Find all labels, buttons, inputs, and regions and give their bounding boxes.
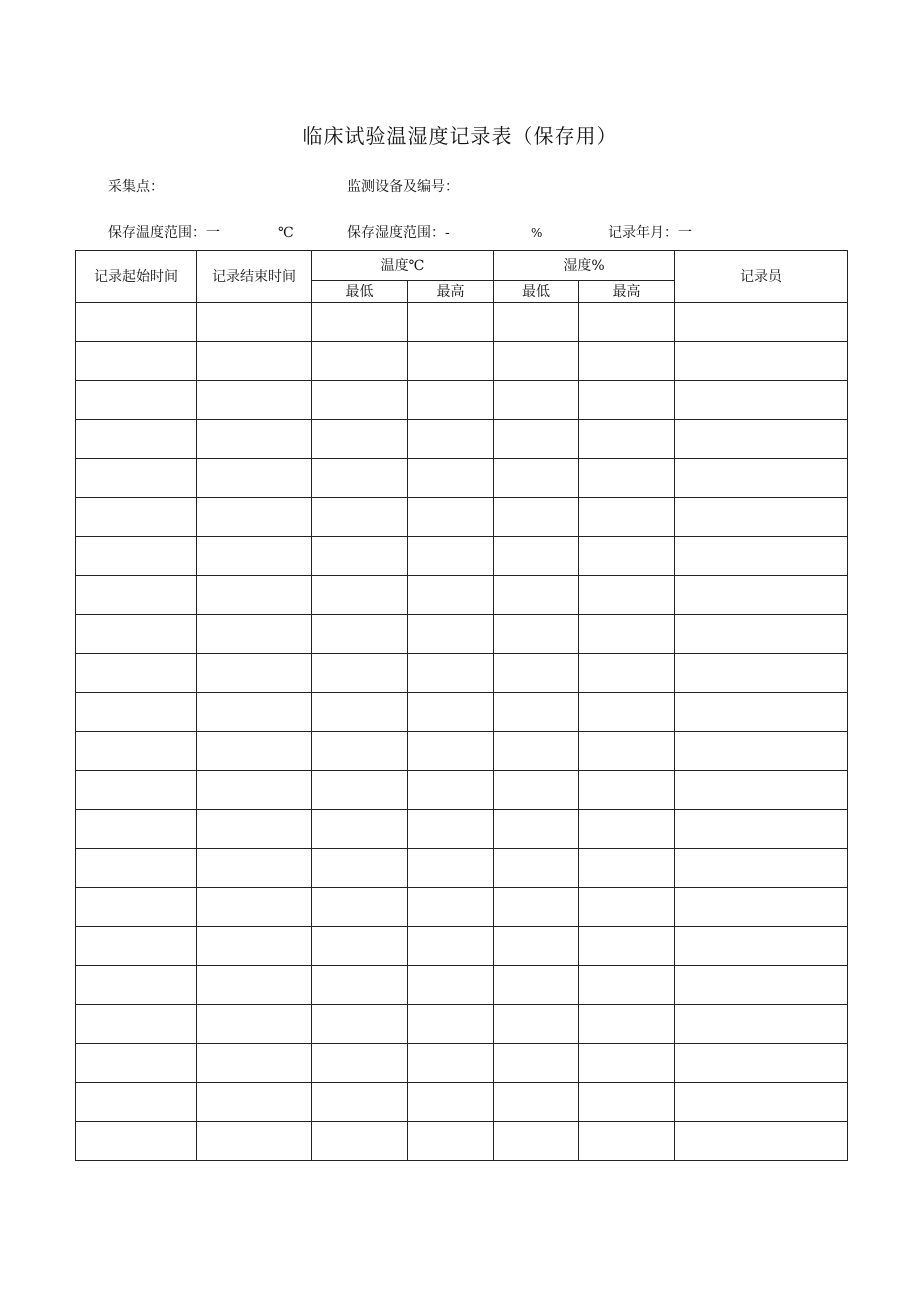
- temperature-min-cell[interactable]: [312, 537, 408, 576]
- temperature-max-cell[interactable]: [408, 615, 494, 654]
- recorder-cell[interactable]: [675, 1005, 848, 1044]
- humidity-min-cell[interactable]: [494, 966, 579, 1005]
- table-row: [76, 693, 848, 732]
- temperature-min-cell[interactable]: [312, 576, 408, 615]
- temperature-max-cell[interactable]: [408, 732, 494, 771]
- temperature-min-cell[interactable]: [312, 303, 408, 342]
- temperature-max-cell[interactable]: [408, 420, 494, 459]
- humidity-min-cell[interactable]: [494, 537, 579, 576]
- humidity-max-cell[interactable]: [579, 654, 675, 693]
- temperature-min-cell[interactable]: [312, 459, 408, 498]
- table-row: [76, 1122, 848, 1161]
- table-row: [76, 459, 848, 498]
- start-time-cell[interactable]: [76, 1005, 197, 1044]
- start-time-cell[interactable]: [76, 966, 197, 1005]
- start-time-cell[interactable]: [76, 654, 197, 693]
- recorder-cell[interactable]: [675, 654, 848, 693]
- temperature-min-cell[interactable]: [312, 849, 408, 888]
- humidity-max-cell[interactable]: [579, 693, 675, 732]
- temperature-max-cell[interactable]: [408, 576, 494, 615]
- temperature-min-cell[interactable]: [312, 420, 408, 459]
- start-time-cell[interactable]: [76, 459, 197, 498]
- header-end-time: 记录结束时间: [197, 251, 312, 303]
- table-row: [76, 771, 848, 810]
- humidity-max-cell[interactable]: [579, 498, 675, 537]
- temperature-min-cell[interactable]: [312, 1005, 408, 1044]
- start-time-cell[interactable]: [76, 810, 197, 849]
- start-time-cell[interactable]: [76, 615, 197, 654]
- table-row: [76, 420, 848, 459]
- recorder-cell[interactable]: [675, 1044, 848, 1083]
- table-header-row: [76, 251, 848, 281]
- table-row: [76, 849, 848, 888]
- table-row: [76, 381, 848, 420]
- humidity-max-cell[interactable]: [579, 810, 675, 849]
- humidity-max-cell[interactable]: [579, 459, 675, 498]
- recorder-cell[interactable]: [675, 576, 848, 615]
- table-row: [76, 1044, 848, 1083]
- humidity-min-cell[interactable]: [494, 498, 579, 537]
- table-row: [76, 615, 848, 654]
- end-time-cell[interactable]: [197, 927, 312, 966]
- temperature-max-cell[interactable]: [408, 966, 494, 1005]
- recorder-cell[interactable]: [675, 732, 848, 771]
- humidity-max-cell[interactable]: [579, 342, 675, 381]
- humidity-max-cell[interactable]: [579, 1005, 675, 1044]
- temperature-min-cell[interactable]: [312, 381, 408, 420]
- start-time-cell[interactable]: [76, 1044, 197, 1083]
- table-row: [76, 342, 848, 381]
- end-time-cell[interactable]: [197, 1044, 312, 1083]
- humidity-min-cell[interactable]: [494, 1122, 579, 1161]
- temperature-humidity-log-table: [75, 250, 848, 1161]
- temperature-min-cell[interactable]: [312, 654, 408, 693]
- table-row: [76, 810, 848, 849]
- table-row: [76, 888, 848, 927]
- start-time-cell[interactable]: [76, 693, 197, 732]
- temperature-max-cell[interactable]: [408, 771, 494, 810]
- recorder-cell[interactable]: [675, 966, 848, 1005]
- end-time-cell[interactable]: [197, 342, 312, 381]
- temperature-range-label: 保存温度范围：一: [108, 225, 220, 241]
- start-time-cell[interactable]: [76, 1083, 197, 1122]
- humidity-min-cell[interactable]: [494, 693, 579, 732]
- start-time-cell[interactable]: [76, 342, 197, 381]
- recorder-cell[interactable]: [675, 771, 848, 810]
- recorder-cell[interactable]: [675, 888, 848, 927]
- recorder-cell[interactable]: [675, 1122, 848, 1161]
- end-time-cell[interactable]: [197, 1005, 312, 1044]
- humidity-max-cell[interactable]: [579, 576, 675, 615]
- temperature-min-cell[interactable]: [312, 1122, 408, 1161]
- recorder-cell[interactable]: [675, 342, 848, 381]
- recorder-cell[interactable]: [675, 693, 848, 732]
- temperature-max-cell[interactable]: [408, 1122, 494, 1161]
- recorder-cell[interactable]: [675, 1083, 848, 1122]
- humidity-min-cell[interactable]: [494, 420, 579, 459]
- temperature-min-cell[interactable]: [312, 966, 408, 1005]
- table-row: [76, 537, 848, 576]
- humidity-min-cell[interactable]: [494, 381, 579, 420]
- table-row: [76, 1005, 848, 1044]
- recorder-cell[interactable]: [675, 927, 848, 966]
- temperature-max-cell[interactable]: [408, 693, 494, 732]
- temperature-max-cell[interactable]: [408, 498, 494, 537]
- humidity-max-cell[interactable]: [579, 849, 675, 888]
- end-time-cell[interactable]: [197, 537, 312, 576]
- temperature-min-cell[interactable]: [312, 1044, 408, 1083]
- humidity-max-cell[interactable]: [579, 888, 675, 927]
- header-temperature: 温度℃: [312, 251, 494, 281]
- table-row: [76, 1083, 848, 1122]
- humidity-min-cell[interactable]: [494, 654, 579, 693]
- temperature-max-cell[interactable]: [408, 849, 494, 888]
- end-time-cell[interactable]: [197, 1083, 312, 1122]
- humidity-min-cell[interactable]: [494, 459, 579, 498]
- monitor-device-label: 监测设备及编号：: [347, 179, 459, 195]
- humidity-max-cell[interactable]: [579, 537, 675, 576]
- temperature-min-cell[interactable]: [312, 888, 408, 927]
- recorder-cell[interactable]: [675, 810, 848, 849]
- table-row: [76, 927, 848, 966]
- table-row: [76, 498, 848, 537]
- table-row: [76, 654, 848, 693]
- temperature-max-cell[interactable]: [408, 1005, 494, 1044]
- start-time-cell[interactable]: [76, 381, 197, 420]
- temperature-min-cell[interactable]: [312, 693, 408, 732]
- start-time-cell[interactable]: [76, 1122, 197, 1161]
- temperature-unit: ℃: [278, 225, 294, 241]
- start-time-cell[interactable]: [76, 537, 197, 576]
- end-time-cell[interactable]: [197, 732, 312, 771]
- end-time-cell[interactable]: [197, 420, 312, 459]
- temperature-min-cell[interactable]: [312, 615, 408, 654]
- recorder-cell[interactable]: [675, 381, 848, 420]
- humidity-max-cell[interactable]: [579, 1122, 675, 1161]
- recorder-cell[interactable]: [675, 537, 848, 576]
- header-temperature-min: 最低: [312, 281, 408, 303]
- start-time-cell[interactable]: [76, 420, 197, 459]
- end-time-cell[interactable]: [197, 1122, 312, 1161]
- humidity-max-cell[interactable]: [579, 732, 675, 771]
- temperature-min-cell[interactable]: [312, 1083, 408, 1122]
- humidity-min-cell[interactable]: [494, 342, 579, 381]
- humidity-min-cell[interactable]: [494, 732, 579, 771]
- end-time-cell[interactable]: [197, 810, 312, 849]
- end-time-cell[interactable]: [197, 576, 312, 615]
- humidity-max-cell[interactable]: [579, 420, 675, 459]
- humidity-min-cell[interactable]: [494, 1044, 579, 1083]
- temperature-max-cell[interactable]: [408, 459, 494, 498]
- start-time-cell[interactable]: [76, 303, 197, 342]
- temperature-min-cell[interactable]: [312, 342, 408, 381]
- humidity-min-cell[interactable]: [494, 849, 579, 888]
- temperature-max-cell[interactable]: [408, 927, 494, 966]
- humidity-max-cell[interactable]: [579, 1044, 675, 1083]
- humidity-max-cell[interactable]: [579, 303, 675, 342]
- temperature-max-cell[interactable]: [408, 654, 494, 693]
- start-time-cell[interactable]: [76, 498, 197, 537]
- recorder-cell[interactable]: [675, 498, 848, 537]
- temperature-max-cell[interactable]: [408, 888, 494, 927]
- temperature-max-cell[interactable]: [408, 1083, 494, 1122]
- humidity-min-cell[interactable]: [494, 810, 579, 849]
- end-time-cell[interactable]: [197, 966, 312, 1005]
- table-row: [76, 576, 848, 615]
- temperature-min-cell[interactable]: [312, 732, 408, 771]
- humidity-max-cell[interactable]: [579, 966, 675, 1005]
- end-time-cell[interactable]: [197, 615, 312, 654]
- page-title: 临床试验温湿度记录表（保存用）: [302, 124, 618, 148]
- humidity-min-cell[interactable]: [494, 303, 579, 342]
- humidity-min-cell[interactable]: [494, 1005, 579, 1044]
- temperature-min-cell[interactable]: [312, 810, 408, 849]
- recorder-cell[interactable]: [675, 849, 848, 888]
- end-time-cell[interactable]: [197, 381, 312, 420]
- temperature-min-cell[interactable]: [312, 498, 408, 537]
- humidity-unit: %: [531, 226, 543, 240]
- start-time-cell[interactable]: [76, 732, 197, 771]
- humidity-max-cell[interactable]: [579, 771, 675, 810]
- humidity-min-cell[interactable]: [494, 576, 579, 615]
- temperature-max-cell[interactable]: [408, 537, 494, 576]
- end-time-cell[interactable]: [197, 303, 312, 342]
- humidity-min-cell[interactable]: [494, 771, 579, 810]
- humidity-max-cell[interactable]: [579, 615, 675, 654]
- start-time-cell[interactable]: [76, 771, 197, 810]
- humidity-max-cell[interactable]: [579, 1083, 675, 1122]
- end-time-cell[interactable]: [197, 849, 312, 888]
- temperature-max-cell[interactable]: [408, 810, 494, 849]
- header-humidity-max: 最高: [579, 281, 675, 303]
- end-time-cell[interactable]: [197, 771, 312, 810]
- table-row: [76, 303, 848, 342]
- start-time-cell[interactable]: [76, 576, 197, 615]
- end-time-cell[interactable]: [197, 459, 312, 498]
- header-recorder: 记录员: [675, 251, 848, 303]
- temperature-min-cell[interactable]: [312, 927, 408, 966]
- collection-point-label: 采集点：: [108, 179, 164, 195]
- end-time-cell[interactable]: [197, 654, 312, 693]
- start-time-cell[interactable]: [76, 927, 197, 966]
- temperature-max-cell[interactable]: [408, 1044, 494, 1083]
- recorder-cell[interactable]: [675, 459, 848, 498]
- humidity-range-label: 保存湿度范围：-: [347, 225, 450, 241]
- temperature-min-cell[interactable]: [312, 771, 408, 810]
- end-time-cell[interactable]: [197, 888, 312, 927]
- humidity-min-cell[interactable]: [494, 615, 579, 654]
- recorder-cell[interactable]: [675, 615, 848, 654]
- end-time-cell[interactable]: [197, 693, 312, 732]
- header-temperature-max: 最高: [408, 281, 494, 303]
- start-time-cell[interactable]: [76, 888, 197, 927]
- end-time-cell[interactable]: [197, 498, 312, 537]
- humidity-min-cell[interactable]: [494, 1083, 579, 1122]
- temperature-max-cell[interactable]: [408, 381, 494, 420]
- record-month-label: 记录年月：一: [608, 225, 692, 241]
- humidity-max-cell[interactable]: [579, 927, 675, 966]
- table-row: [76, 966, 848, 1005]
- humidity-min-cell[interactable]: [494, 888, 579, 927]
- table-row: [76, 732, 848, 771]
- header-humidity-min: 最低: [494, 281, 579, 303]
- header-humidity: 湿度%: [494, 251, 675, 281]
- recorder-cell[interactable]: [675, 303, 848, 342]
- temperature-max-cell[interactable]: [408, 303, 494, 342]
- temperature-max-cell[interactable]: [408, 342, 494, 381]
- humidity-max-cell[interactable]: [579, 381, 675, 420]
- start-time-cell[interactable]: [76, 849, 197, 888]
- recorder-cell[interactable]: [675, 420, 848, 459]
- header-start-time: 记录起始时间: [76, 251, 197, 303]
- humidity-min-cell[interactable]: [494, 927, 579, 966]
